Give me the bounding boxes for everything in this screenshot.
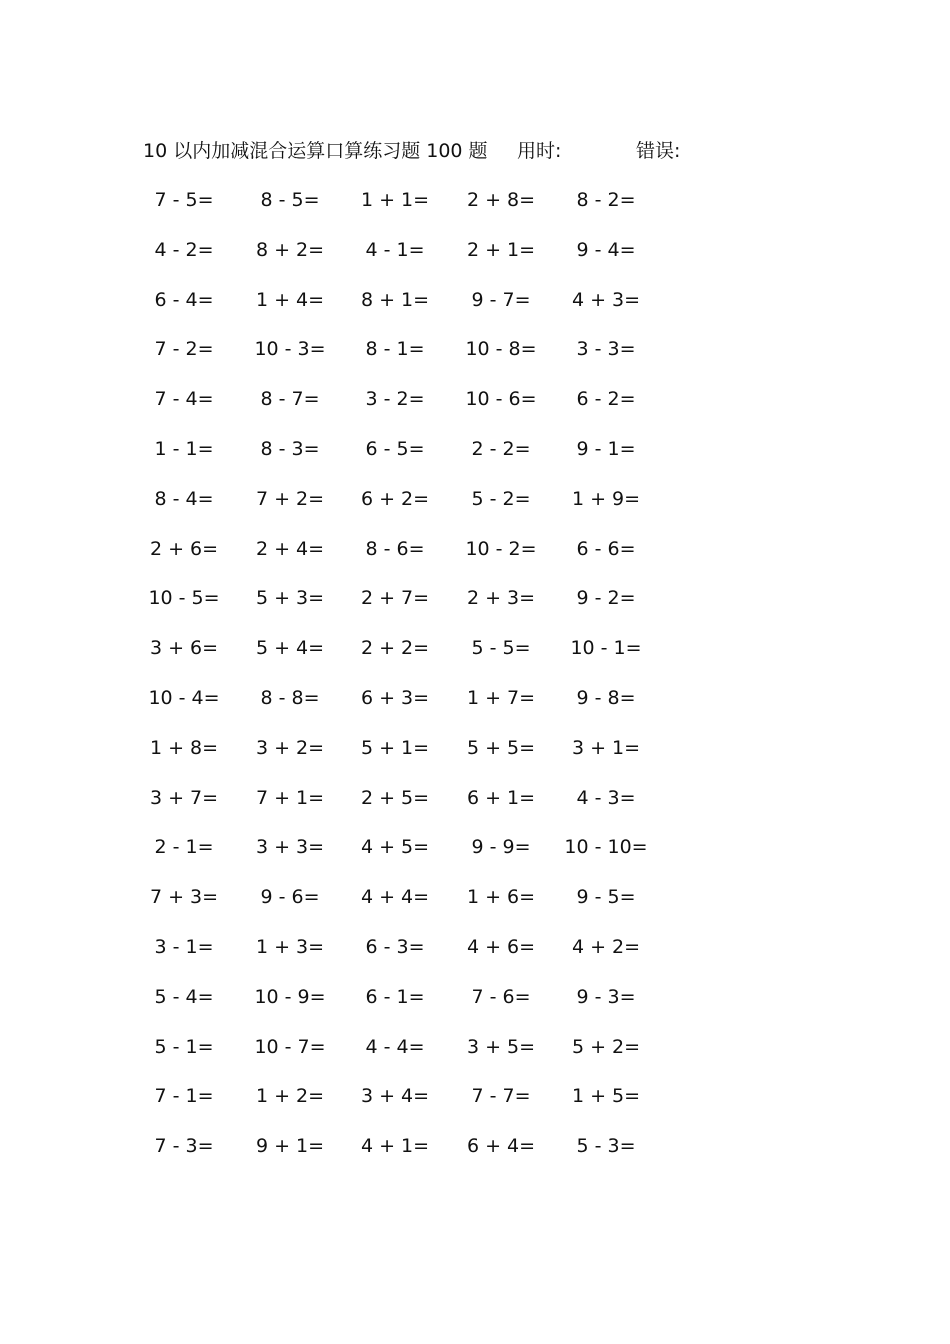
math-problem: 6 - 5=	[365, 437, 425, 460]
math-problem: 10 - 2=	[465, 537, 537, 560]
problem-row	[0, 385, 950, 435]
math-problem: 4 - 4=	[365, 1035, 425, 1058]
math-problem: 10 - 4=	[148, 686, 220, 709]
math-problem: 9 + 1=	[255, 1135, 325, 1158]
math-problem: 7 - 7=	[471, 1085, 531, 1108]
math-problem: 10 - 6=	[465, 388, 537, 411]
math-problem: 6 - 2=	[576, 388, 636, 411]
math-problem: 5 - 5=	[471, 637, 531, 660]
math-problem: 2 + 3=	[466, 587, 536, 610]
math-problem: 6 + 4=	[466, 1135, 536, 1158]
math-problem: 5 + 3=	[255, 587, 325, 610]
problem-row	[0, 186, 950, 236]
math-problem: 7 - 1=	[154, 1085, 214, 1108]
problem-row	[0, 734, 950, 784]
math-problem: 7 + 1=	[255, 786, 325, 809]
problem-row	[0, 584, 950, 634]
math-problem: 4 + 6=	[466, 935, 536, 958]
math-problem: 5 - 3=	[576, 1135, 636, 1158]
math-problem: 4 + 5=	[360, 836, 430, 859]
math-problem: 7 - 3=	[154, 1135, 214, 1158]
math-problem: 9 - 1=	[576, 437, 636, 460]
math-problem: 2 + 2=	[360, 637, 430, 660]
math-problem: 9 - 3=	[576, 985, 636, 1008]
math-problem: 2 - 2=	[471, 437, 531, 460]
math-problem: 9 - 2=	[576, 587, 636, 610]
problem-row	[0, 1082, 950, 1132]
math-problem: 1 + 4=	[255, 288, 325, 311]
math-problem: 9 - 8=	[576, 686, 636, 709]
math-problem: 6 + 2=	[360, 487, 430, 510]
math-problem: 4 - 3=	[576, 786, 636, 809]
math-problem: 6 - 1=	[365, 985, 425, 1008]
math-problem: 3 - 2=	[365, 388, 425, 411]
math-problem: 5 - 1=	[154, 1035, 214, 1058]
math-problem: 7 - 4=	[154, 388, 214, 411]
math-problem: 1 + 7=	[466, 686, 536, 709]
math-problem: 6 + 1=	[466, 786, 536, 809]
problem-row	[0, 784, 950, 834]
math-problem: 8 - 7=	[260, 388, 320, 411]
math-problem: 7 - 5=	[154, 189, 214, 211]
math-problem: 1 + 8=	[149, 736, 219, 759]
math-problem: 3 + 6=	[149, 637, 219, 660]
math-problem: 6 - 6=	[576, 537, 636, 560]
problem-row	[0, 236, 950, 286]
math-problem: 1 + 2=	[255, 1085, 325, 1108]
problem-row	[0, 435, 950, 485]
error-count-label: 错误:	[636, 140, 681, 162]
math-problem: 5 - 2=	[471, 487, 531, 510]
math-problem: 2 + 4=	[255, 537, 325, 560]
math-problem: 10 - 3=	[254, 338, 326, 361]
math-problem: 1 - 1=	[154, 437, 214, 460]
math-problem: 9 - 4=	[576, 238, 636, 261]
math-problem: 9 - 5=	[576, 886, 636, 909]
problem-row	[0, 833, 950, 883]
math-problem: 10 - 10=	[564, 836, 648, 859]
problem-row	[0, 485, 950, 535]
math-problem: 6 + 3=	[360, 686, 430, 709]
math-problem: 3 + 2=	[255, 736, 325, 759]
problem-row	[0, 933, 950, 983]
problem-row	[0, 634, 950, 684]
math-problem: 6 - 3=	[365, 935, 425, 958]
math-problem: 8 + 1=	[360, 288, 430, 311]
time-used-label: 用时:	[517, 140, 562, 162]
math-problem: 3 + 7=	[149, 786, 219, 809]
problem-grid	[0, 186, 950, 1182]
math-problem: 8 - 8=	[260, 686, 320, 709]
math-problem: 2 + 8=	[466, 189, 536, 211]
math-problem: 5 + 2=	[571, 1035, 641, 1058]
problem-row	[0, 1132, 950, 1182]
math-problem: 9 - 7=	[471, 288, 531, 311]
problem-row	[0, 883, 950, 933]
math-problem: 1 + 5=	[571, 1085, 641, 1108]
problem-row	[0, 983, 950, 1033]
math-problem: 7 - 2=	[154, 338, 214, 361]
math-problem: 1 + 3=	[255, 935, 325, 958]
math-problem: 10 - 9=	[254, 985, 326, 1008]
math-problem: 4 - 1=	[365, 238, 425, 261]
math-problem: 1 + 1=	[360, 189, 430, 211]
math-problem: 5 - 4=	[154, 985, 214, 1008]
math-problem: 6 - 4=	[154, 288, 214, 311]
math-problem: 8 - 5=	[260, 189, 320, 211]
math-problem: 5 + 4=	[255, 637, 325, 660]
math-problem: 7 + 3=	[149, 886, 219, 909]
problem-row	[0, 535, 950, 585]
math-problem: 10 - 1=	[570, 637, 642, 660]
math-problem: 7 + 2=	[255, 487, 325, 510]
math-problem: 9 - 6=	[260, 886, 320, 909]
math-problem: 3 + 3=	[255, 836, 325, 859]
math-problem: 3 + 4=	[360, 1085, 430, 1108]
math-problem: 2 + 5=	[360, 786, 430, 809]
problem-row	[0, 286, 950, 336]
worksheet-header	[0, 137, 950, 165]
math-problem: 8 - 2=	[576, 189, 636, 211]
problem-row	[0, 684, 950, 734]
math-problem: 4 + 2=	[571, 935, 641, 958]
math-problem: 10 - 5=	[148, 587, 220, 610]
math-problem: 3 - 1=	[154, 935, 214, 958]
problem-row	[0, 335, 950, 385]
math-problem: 2 + 7=	[360, 587, 430, 610]
math-problem: 2 - 1=	[154, 836, 214, 859]
math-problem: 3 + 5=	[466, 1035, 536, 1058]
math-problem: 7 - 6=	[471, 985, 531, 1008]
worksheet-title: 10 以内加减混合运算口算练习题 100 题	[143, 140, 488, 162]
math-problem: 10 - 7=	[254, 1035, 326, 1058]
math-problem: 8 - 4=	[154, 487, 214, 510]
math-problem: 3 + 1=	[571, 736, 641, 759]
math-problem: 9 - 9=	[471, 836, 531, 859]
math-problem: 3 - 3=	[576, 338, 636, 361]
math-problem: 4 + 4=	[360, 886, 430, 909]
math-problem: 4 - 2=	[154, 238, 214, 261]
math-problem: 5 + 5=	[466, 736, 536, 759]
math-problem: 8 - 6=	[365, 537, 425, 560]
math-problem: 2 + 1=	[466, 238, 536, 261]
math-problem: 10 - 8=	[465, 338, 537, 361]
problem-row	[0, 1033, 950, 1083]
math-problem: 1 + 9=	[571, 487, 641, 510]
math-problem: 8 - 3=	[260, 437, 320, 460]
math-problem: 5 + 1=	[360, 736, 430, 759]
math-problem: 4 + 1=	[360, 1135, 430, 1158]
math-problem: 8 + 2=	[255, 238, 325, 261]
math-problem: 1 + 6=	[466, 886, 536, 909]
math-problem: 4 + 3=	[571, 288, 641, 311]
math-problem: 2 + 6=	[149, 537, 219, 560]
math-problem: 8 - 1=	[365, 338, 425, 361]
